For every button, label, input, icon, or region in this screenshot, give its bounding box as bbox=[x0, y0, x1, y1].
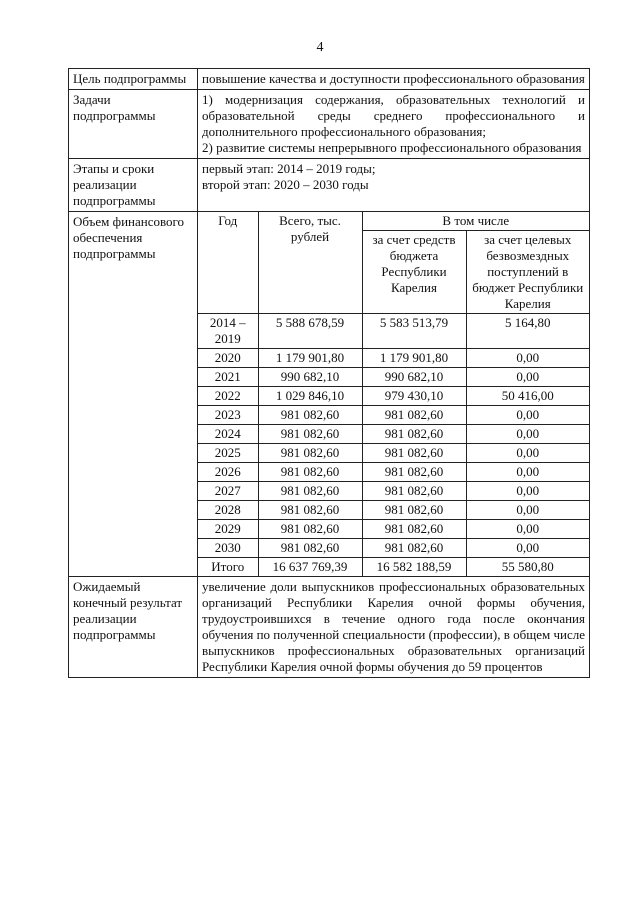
fin-total: 981 082,60 bbox=[258, 501, 362, 520]
stages-text bbox=[198, 159, 590, 212]
fin-targeted: 5 164,80 bbox=[466, 314, 589, 349]
fin-budget: 981 082,60 bbox=[362, 482, 466, 501]
fin-budget: 981 082,60 bbox=[362, 425, 466, 444]
fin-total: 981 082,60 bbox=[258, 520, 362, 539]
fin-budget: 5 583 513,79 bbox=[362, 314, 466, 349]
tasks-text bbox=[198, 90, 590, 159]
finance-table-row bbox=[198, 406, 589, 425]
targeted-header: за счет целевых безвозмездных поступлений в бюджет Республики Карелия bbox=[466, 231, 589, 314]
fin-total: 981 082,60 bbox=[258, 444, 362, 463]
finance-table-row bbox=[198, 349, 589, 368]
finance-table-row bbox=[198, 387, 589, 406]
result-row bbox=[69, 577, 590, 678]
stage-item: второй этап: 2020 – 2030 годы bbox=[202, 177, 369, 192]
fin-year: 2028 bbox=[198, 501, 258, 520]
fin-year: 2027 bbox=[198, 482, 258, 501]
year-header: Год bbox=[198, 212, 258, 314]
goal-row bbox=[69, 69, 590, 90]
finance-cell bbox=[198, 212, 590, 577]
fin-targeted: 0,00 bbox=[466, 444, 589, 463]
fin-budget: 16 582 188,59 bbox=[362, 558, 466, 577]
fin-targeted: 0,00 bbox=[466, 520, 589, 539]
fin-total: 981 082,60 bbox=[258, 425, 362, 444]
fin-targeted: 0,00 bbox=[466, 406, 589, 425]
fin-budget: 990 682,10 bbox=[362, 368, 466, 387]
passport-table bbox=[68, 68, 590, 678]
budget-header: за счет средств бюджета Республики Карелия bbox=[362, 231, 466, 314]
fin-budget: 981 082,60 bbox=[362, 463, 466, 482]
fin-targeted: 0,00 bbox=[466, 501, 589, 520]
tasks-label: Задачи подпрограммы bbox=[69, 90, 198, 159]
result-text: увеличение доли выпускников профессиональных образовательных организаций Республики Карелия очной формы обучения, трудоустроившихся в течение одного года после окончания обучения по полученной специальности (профессии), в общем числе выпускников профессиональных образовательных организаций Республики Карелия очной формы обучения до 59 процентов bbox=[198, 577, 590, 678]
total-header: Всего, тыс. рублей bbox=[258, 212, 362, 314]
fin-year: 2026 bbox=[198, 463, 258, 482]
goal-label: Цель подпрограммы bbox=[69, 69, 198, 90]
finance-table-row bbox=[198, 444, 589, 463]
result-label: Ожидаемый конечный результат реализации подпрограммы bbox=[69, 577, 198, 678]
task-item: 1) модернизация содержания, образовательных технологий и образовательной среды среднего профессионального и дополнительного профессионального образования; bbox=[202, 92, 585, 139]
tasks-row bbox=[69, 90, 590, 159]
fin-total: 981 082,60 bbox=[258, 406, 362, 425]
fin-total: 981 082,60 bbox=[258, 482, 362, 501]
finance-table-row bbox=[198, 425, 589, 444]
fin-budget: 979 430,10 bbox=[362, 387, 466, 406]
fin-total: 981 082,60 bbox=[258, 539, 362, 558]
stages-label: Этапы и сроки реализации подпрограммы bbox=[69, 159, 198, 212]
fin-year: Итого bbox=[198, 558, 258, 577]
fin-targeted: 0,00 bbox=[466, 368, 589, 387]
including-header: В том числе bbox=[362, 212, 589, 231]
finance-label: Объем финансового обеспечения подпрограммы bbox=[69, 212, 198, 577]
fin-budget: 981 082,60 bbox=[362, 520, 466, 539]
fin-year: 2029 bbox=[198, 520, 258, 539]
fin-year: 2014 – 2019 bbox=[198, 314, 258, 349]
fin-budget: 981 082,60 bbox=[362, 539, 466, 558]
stage-item: первый этап: 2014 – 2019 годы; bbox=[202, 161, 376, 176]
fin-targeted: 0,00 bbox=[466, 349, 589, 368]
finance-table-row bbox=[198, 501, 589, 520]
finance-table bbox=[198, 212, 589, 576]
finance-row bbox=[69, 212, 590, 577]
finance-table-row bbox=[198, 314, 589, 349]
fin-budget: 981 082,60 bbox=[362, 406, 466, 425]
fin-targeted: 0,00 bbox=[466, 425, 589, 444]
fin-total: 981 082,60 bbox=[258, 463, 362, 482]
finance-table-row bbox=[198, 368, 589, 387]
fin-year: 2022 bbox=[198, 387, 258, 406]
fin-total: 16 637 769,39 bbox=[258, 558, 362, 577]
fin-total: 1 179 901,80 bbox=[258, 349, 362, 368]
task-item: 2) развитие системы непрерывного профессионального образования bbox=[202, 140, 582, 155]
fin-year: 2025 bbox=[198, 444, 258, 463]
finance-table-row bbox=[198, 539, 589, 558]
fin-targeted: 0,00 bbox=[466, 463, 589, 482]
fin-budget: 981 082,60 bbox=[362, 444, 466, 463]
finance-table-row bbox=[198, 558, 589, 577]
finance-table-row bbox=[198, 520, 589, 539]
fin-budget: 1 179 901,80 bbox=[362, 349, 466, 368]
fin-year: 2030 bbox=[198, 539, 258, 558]
fin-budget: 981 082,60 bbox=[362, 501, 466, 520]
fin-targeted: 0,00 bbox=[466, 482, 589, 501]
fin-year: 2021 bbox=[198, 368, 258, 387]
fin-total: 990 682,10 bbox=[258, 368, 362, 387]
fin-year: 2023 bbox=[198, 406, 258, 425]
finance-table-row bbox=[198, 482, 589, 501]
fin-total: 1 029 846,10 bbox=[258, 387, 362, 406]
fin-year: 2020 bbox=[198, 349, 258, 368]
page-number: 4 bbox=[316, 40, 324, 55]
fin-total: 5 588 678,59 bbox=[258, 314, 362, 349]
goal-text: повышение качества и доступности профессионального образования bbox=[198, 69, 590, 90]
fin-year: 2024 bbox=[198, 425, 258, 444]
fin-targeted: 50 416,00 bbox=[466, 387, 589, 406]
fin-targeted: 0,00 bbox=[466, 539, 589, 558]
finance-table-row bbox=[198, 463, 589, 482]
fin-targeted: 55 580,80 bbox=[466, 558, 589, 577]
stages-row bbox=[69, 159, 590, 212]
